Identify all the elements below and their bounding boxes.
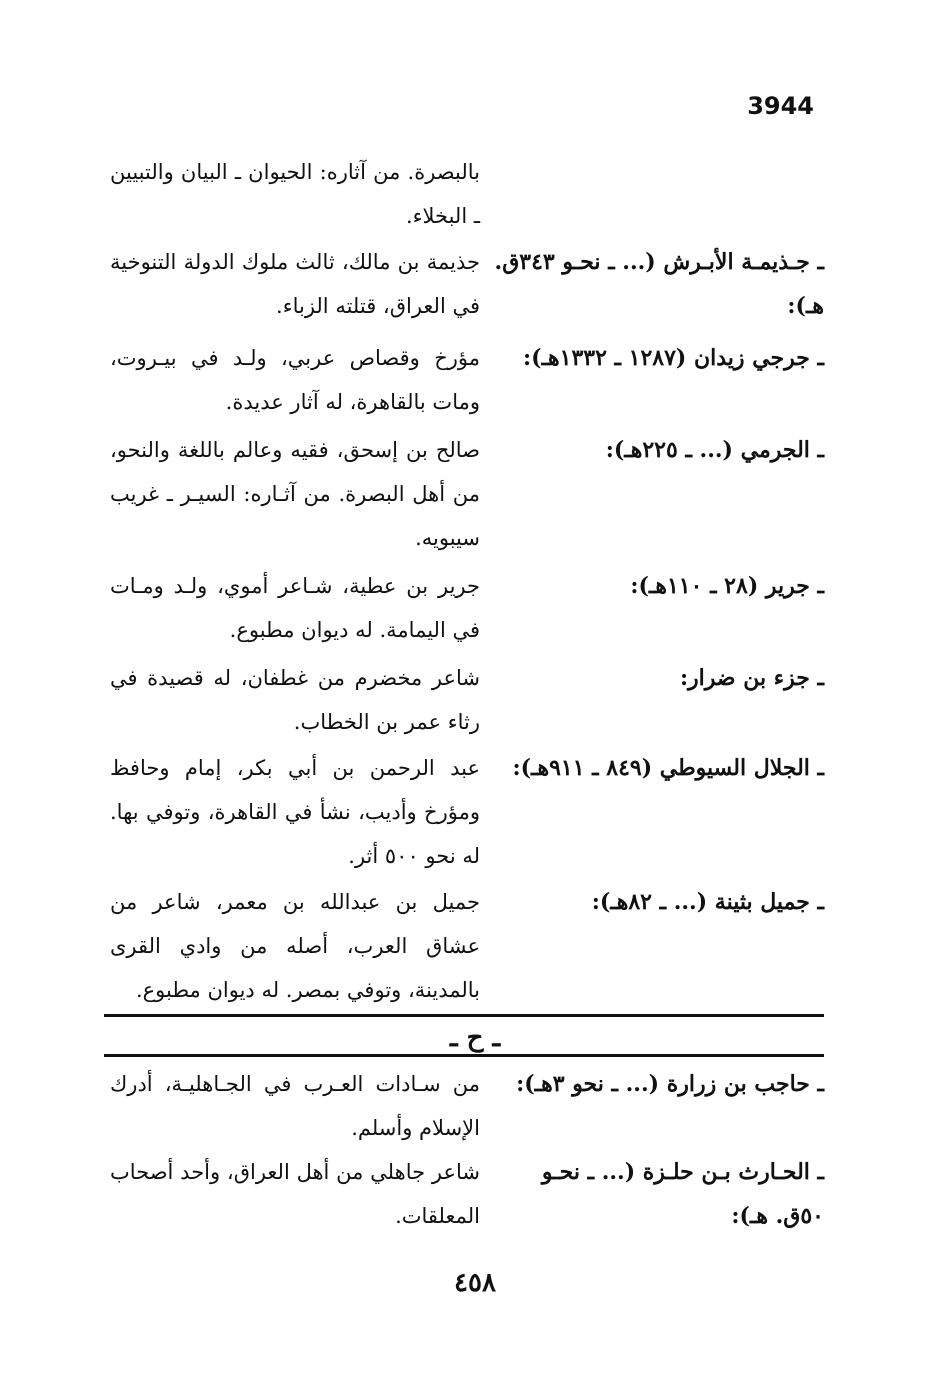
entry-description: من سـادات العـرب في الجـاهليـة، أدرك الإسلام وأسلم.: [110, 1072, 480, 1140]
entry-description: شاعر جاهلي من أهل العراق، وأحد أصحاب المعلقات.: [110, 1160, 480, 1228]
entry-description: بالبصرة. من آثاره: الحيوان ـ البيان والتبيين ـ البخلاء.: [110, 160, 480, 228]
entry-term: ـ جرير (٢٨ ـ ١١٠هـ):: [630, 573, 824, 599]
entry-description: مؤرخ وقصاص عربي، ولـد في بيـروت، ومات بالقاهرة، له آثار عديدة.: [110, 346, 480, 414]
entry-term: ـ الحـارث بـن حلـزة (... ـ نحـو ٥٠ق. هـ):: [541, 1159, 824, 1229]
entry-term: ـ الجرمي (... ـ ٢٢٥هـ):: [605, 437, 824, 463]
entry-term: ـ جرجي زيدان (١٢٨٧ ـ ١٣٣٢هـ):: [523, 345, 824, 371]
entry-term: ـ الجلال السيوطي (٨٤٩ ـ ٩١١هـ):: [512, 755, 824, 781]
entry-term: ـ جـذيمـة الأبـرش (... ـ نحـو ٣٤٣ق. هـ):: [494, 249, 824, 319]
section-divider-bottom: [104, 1054, 824, 1057]
entry-description: جذيمة بن مالك، ثالث ملوك الدولة التنوخية في العراق، قتلته الزباء.: [110, 250, 480, 318]
entry-term: ـ حاجب بن زرارة (... ـ نحو ٣هـ):: [516, 1071, 824, 1097]
page-id: 3944: [747, 92, 814, 120]
entry-description: صالح بن إسحق، فقيه وعالم باللغة والنحو، من أهل البصرة. من آثـاره: السيـر ـ غريب سيبويه.: [110, 438, 480, 550]
page-number: ٤٥٨: [454, 1268, 496, 1298]
entry-description: شاعر مخضرم من غطفان، له قصيدة في رثاء عمر بن الخطاب.: [110, 666, 480, 734]
section-heading: ـ ح ـ: [449, 1023, 501, 1053]
entry-description: جرير بن عطية، شـاعر أموي، ولـد ومـات في اليمامة. له ديوان مطبوع.: [110, 574, 480, 642]
entry-term: ـ جزء بن ضرار:: [679, 665, 824, 691]
entry-term: ـ جميل بثينة (... ـ ٨٢هـ):: [591, 889, 824, 915]
entry-description: جميل بن عبدالله بن معمر، شاعر من عشاق العرب، أصله من وادي القرى بالمدينة، وتوفي بمصر. له ديوان مطبوع.: [110, 890, 480, 1002]
entry-description: عبد الرحمن بن أبي بكر، إمام وحافظ ومؤرخ وأديب، نشأ في القاهرة، وتوفي بها. له نحو ٥٠٠ أثر.: [110, 756, 480, 868]
section-divider-top: [104, 1014, 824, 1017]
